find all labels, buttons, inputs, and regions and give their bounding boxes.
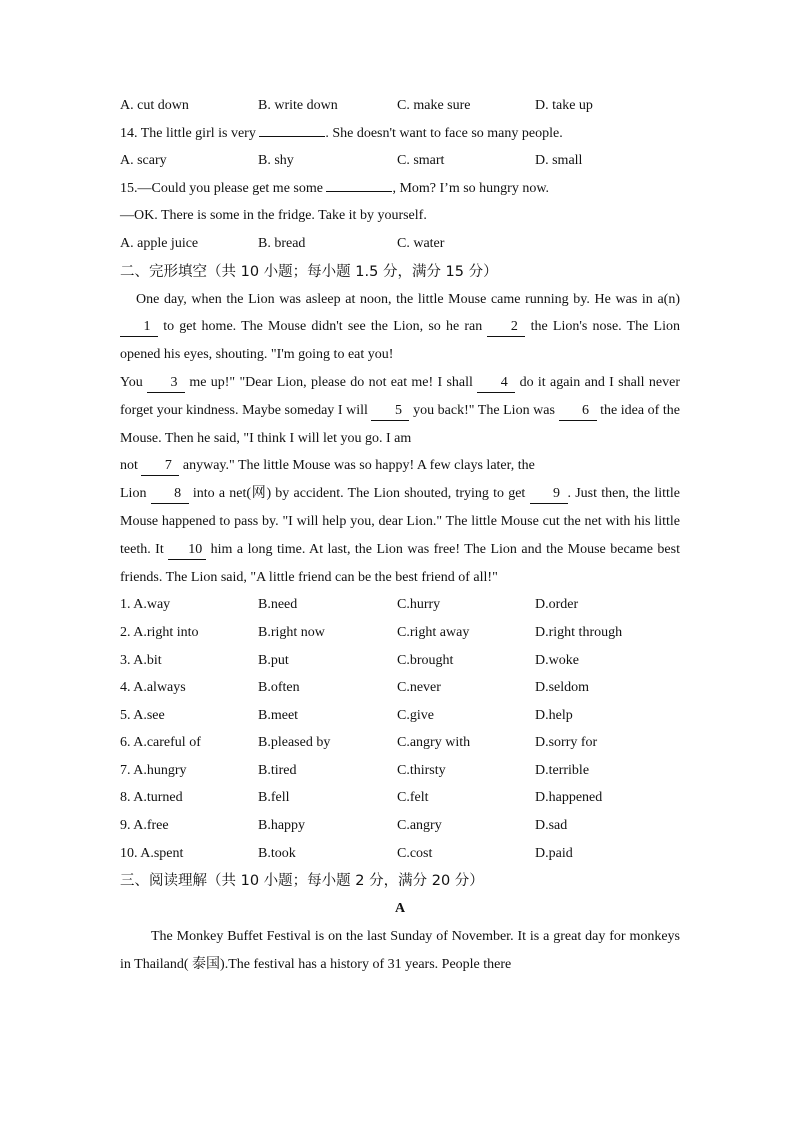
- cloze-blank-2: 2: [487, 318, 525, 337]
- q14-text-end: . She doesn't want to face so many people.: [325, 125, 563, 141]
- option-a: 6. A.careful of: [120, 735, 201, 751]
- cloze-blank-9: 9: [530, 485, 568, 504]
- cloze-option-row-2: [120, 619, 680, 647]
- cloze-passage: [120, 286, 680, 592]
- option-b: B. write down: [258, 98, 338, 113]
- option-a: 8. A.turned: [120, 790, 183, 806]
- cloze-text: Lion: [120, 486, 151, 502]
- cloze-text: You: [120, 374, 148, 390]
- option-c: C.hurry: [397, 597, 441, 613]
- option-d: D.sad: [535, 818, 568, 834]
- option-b: B.tired: [258, 762, 297, 778]
- option-b: B.happy: [258, 818, 306, 834]
- option-a: 3. A.bit: [120, 652, 162, 668]
- option-b: B.pleased by: [258, 735, 331, 751]
- option-a: 5. A.see: [120, 707, 165, 723]
- option-c: C.angry with: [397, 735, 471, 751]
- option-c: C. water: [397, 235, 445, 251]
- cloze-option-row-3: [120, 647, 680, 675]
- cloze-option-row-10: [120, 840, 680, 868]
- cloze-option-row-6: [120, 729, 680, 757]
- option-d: D. take up: [535, 98, 593, 113]
- cloze-text: the Lion's nose. The Lion opened his eyes, shouting. "I'm going to eat you!: [120, 319, 680, 363]
- q15-reply: —OK. There is some in the fridge. Take it by yourself.: [120, 208, 427, 224]
- option-b: B.took: [258, 845, 296, 861]
- option-c: C. smart: [397, 153, 445, 169]
- cloze-blank-7: 7: [141, 457, 179, 476]
- option-d: D.help: [535, 707, 573, 723]
- cloze-blank-8: 8: [151, 485, 189, 504]
- option-c: C.brought: [397, 652, 454, 668]
- question-15: [120, 175, 680, 203]
- option-b: B.often: [258, 680, 300, 696]
- q14-text: 14. The little girl is very: [120, 125, 260, 141]
- section-2-heading: 二、完形填空（共 10 小题；每小题 1.5 分，满分 15 分）: [120, 263, 498, 280]
- option-d: D.woke: [535, 652, 579, 668]
- cloze-option-row-1: [120, 591, 680, 619]
- cloze-text: anyway." The little Mouse was so happy! A few clays later, the: [179, 458, 535, 474]
- cloze-option-row-4: [120, 674, 680, 702]
- exam-content: [120, 92, 680, 979]
- answer-blank: [259, 136, 325, 137]
- option-c: C.give: [397, 707, 434, 723]
- option-d: D.sorry for: [535, 735, 598, 751]
- option-d: D. small: [535, 153, 583, 169]
- cloze-blank-1: 1: [120, 318, 158, 337]
- option-b: B.need: [258, 597, 298, 613]
- option-b: B.right now: [258, 624, 325, 640]
- cloze-blank-10: 10: [168, 541, 206, 560]
- option-a: A. cut down: [120, 98, 189, 113]
- cloze-options: [120, 591, 680, 867]
- cloze-text: the idea of the Mouse. Then he said, "I think I will let you go. I am: [120, 402, 681, 446]
- question-14: [120, 120, 680, 148]
- option-c: C.angry: [397, 818, 442, 834]
- cloze-text: to get home. The Mouse didn't see the Lion, so he ran: [158, 319, 488, 335]
- option-b: B.put: [258, 652, 289, 668]
- option-a: 9. A.free: [120, 818, 169, 834]
- option-c: C.right away: [397, 624, 470, 640]
- option-a: 4. A.always: [120, 680, 186, 696]
- q15-text: 15.—Could you please get me some: [120, 180, 327, 196]
- option-d: D.terrible: [535, 762, 590, 778]
- option-c: C.thirsty: [397, 762, 446, 778]
- option-d: D.paid: [535, 845, 573, 861]
- answer-blank: [326, 191, 392, 192]
- reading-passage-a: The Monkey Buffet Festival is on the last Sunday of November. It is a great day for monkeys in Thailand( 泰国).The festival has a history of 31 years. People there: [120, 929, 680, 973]
- option-d: D.seldom: [535, 680, 590, 696]
- option-d: D.order: [535, 597, 579, 613]
- cloze-blank-3: 3: [147, 374, 185, 393]
- q15-text-end: , Mom? I’m so hungry now.: [392, 180, 550, 196]
- cloze-blank-5: 5: [371, 402, 409, 421]
- option-b: B.meet: [258, 707, 299, 723]
- option-c: C.cost: [397, 845, 433, 861]
- q13-options: [120, 92, 680, 120]
- cloze-option-row-8: [120, 784, 680, 812]
- option-a: 10. A.spent: [120, 845, 184, 861]
- option-c: C. make sure: [397, 98, 471, 113]
- option-c: C.felt: [397, 790, 429, 806]
- cloze-text: . Just then, the little Mouse happened to pass by. "I will help you, dear Lion." The little Mouse cut the net with his little teeth. It: [120, 486, 681, 557]
- cloze-option-row-7: [120, 757, 680, 785]
- option-a: 2. A.right into: [120, 624, 199, 640]
- q14-options: [120, 147, 680, 175]
- q15-options: [120, 230, 680, 258]
- cloze-text: One day, when the Lion was asleep at noon, the little Mouse came running by. He was in a(n): [136, 291, 680, 307]
- option-c: C.never: [397, 680, 441, 696]
- passage-label: A: [394, 901, 406, 917]
- option-b: B.fell: [258, 790, 290, 806]
- cloze-text: me up!" "Dear Lion, please do not eat me! I shall: [185, 374, 478, 390]
- cloze-text: not: [120, 458, 142, 474]
- option-b: B. bread: [258, 235, 306, 251]
- cloze-option-row-5: [120, 702, 680, 730]
- cloze-blank-4: 4: [477, 374, 515, 393]
- cloze-text: you back!" The Lion was: [409, 402, 559, 418]
- option-a: A. apple juice: [120, 235, 199, 251]
- cloze-blank-6: 6: [559, 402, 597, 421]
- section-3-heading: 三、阅读理解（共 10 小题；每小题 2 分，满分 20 分）: [120, 873, 484, 890]
- option-b: B. shy: [258, 153, 294, 169]
- option-d: D.right through: [535, 624, 623, 640]
- option-d: D.happened: [535, 790, 603, 806]
- option-a: 1. A.way: [120, 597, 171, 613]
- option-a: 7. A.hungry: [120, 762, 187, 778]
- cloze-text: into a net(网) by accident. The Lion shouted, trying to get: [188, 486, 530, 502]
- cloze-text: him a long time. At last, the Lion was free! The Lion and the Mouse became best friends. The Lion said, "A little friend can be the best friend of all!": [120, 541, 680, 585]
- cloze-option-row-9: [120, 812, 680, 840]
- cloze-text: do it again and I shall never forget your kindness. Maybe someday I will: [120, 374, 680, 418]
- option-a: A. scary: [120, 153, 167, 169]
